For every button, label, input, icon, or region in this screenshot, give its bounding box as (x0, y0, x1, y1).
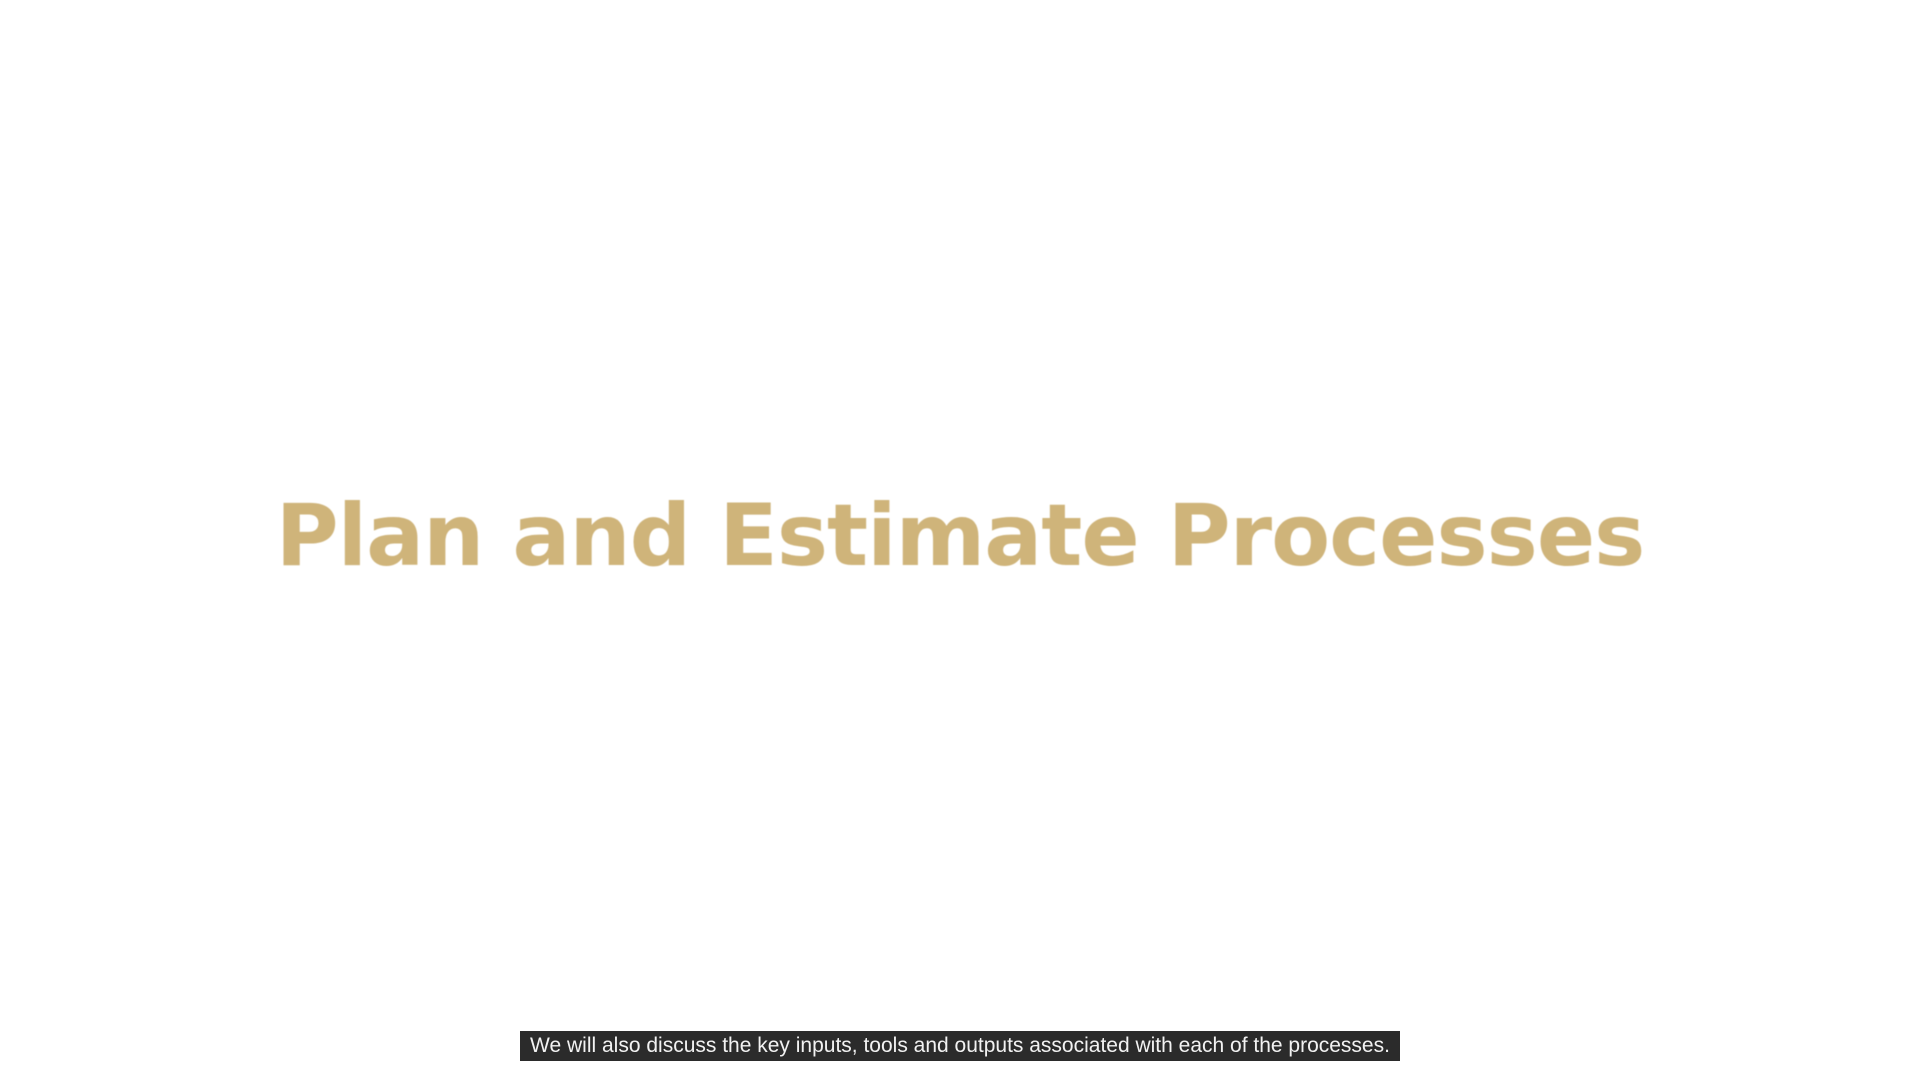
slide-title: Plan and Estimate Processes (275, 486, 1645, 586)
caption-bar (0, 1031, 1920, 1061)
caption-text: We will also discuss the key inputs, tools and outputs associated with each of the processes. (520, 1031, 1400, 1061)
